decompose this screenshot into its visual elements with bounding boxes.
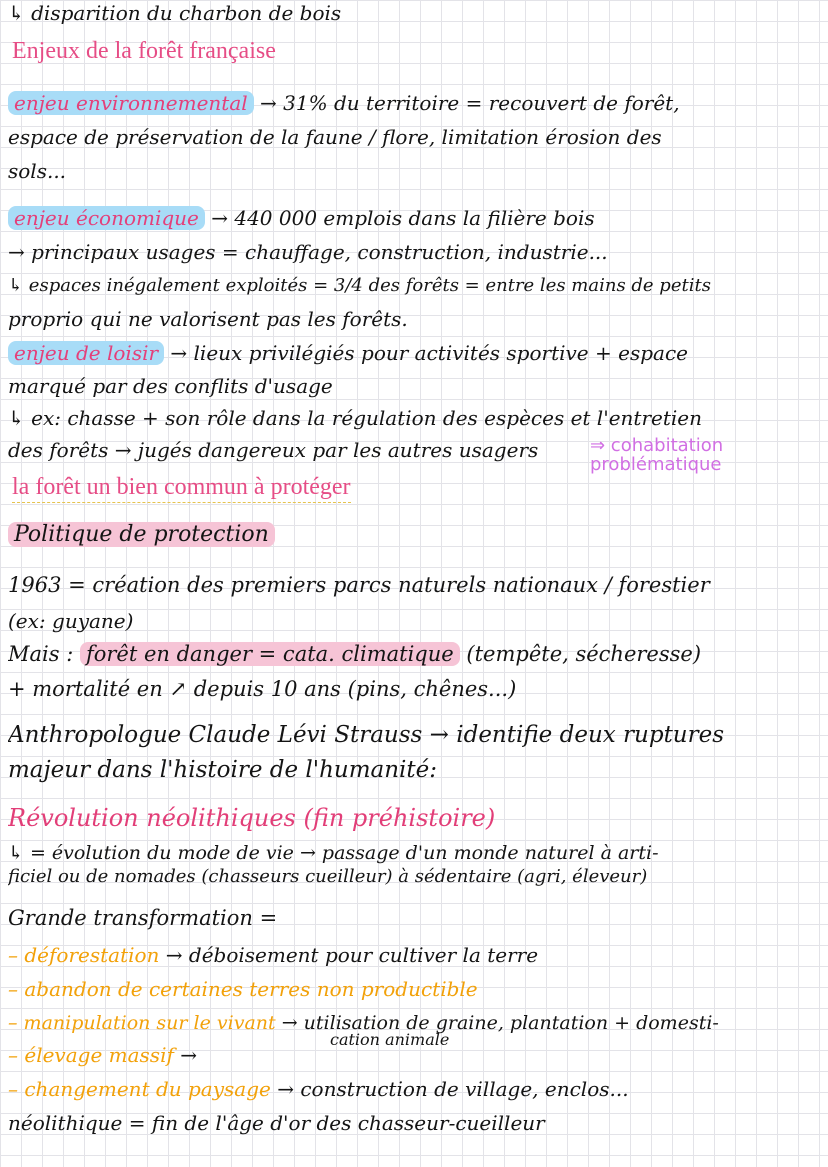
politique-label: Politique de protection — [8, 522, 275, 547]
line-espaces: ↳ espaces inégalement exploités = 3/4 des forêts = entre les mains de petits — [8, 275, 711, 296]
line-enjeu-loisir — [8, 340, 822, 366]
enjeu-environnemental-label: enjeu environnemental — [8, 91, 254, 115]
title-bien-commun: la forêt un bien commun à protéger — [12, 472, 351, 503]
elevage-label: élevage massif — [24, 1043, 174, 1067]
line-deforestation: – déforestation → déboisement pour cultiver la terre — [8, 943, 539, 967]
line-grande-transformation — [8, 905, 822, 931]
line-proprio: proprio qui ne valorisent pas les forêts. — [8, 307, 408, 331]
line-charbon-text: ↳ disparition du charbon de bois — [8, 1, 341, 26]
line-manipulation: – manipulation sur le vivant → utilisation de graine, plantation + domesti- — [8, 1012, 719, 1034]
enjeu-economique-label: enjeu économique — [8, 206, 205, 230]
line-evolution: ↳ = évolution du mode de vie → passage d'un monde naturel à arti- — [8, 842, 659, 864]
enjeu-loisir-text: → lieux privilégiés pour activités sportive + espace — [170, 341, 688, 365]
deforestation-text: → déboisement pour cultiver la terre — [165, 943, 539, 967]
revolution-title: Révolution néolithiques (fin préhistoire) — [8, 804, 496, 832]
manipulation-text: → utilisation de graine, plantation + domesti- — [281, 1012, 719, 1034]
line-guyane: (ex: guyane) — [8, 609, 134, 633]
line-nomades: ficiel ou de nomades (chasseurs cueilleur) à sédentaire (agri, éleveur) — [8, 866, 648, 887]
mais-suffix: (tempête, sécheresse) — [466, 642, 702, 666]
line-changement: – changement du paysage → construction de village, enclos... — [8, 1077, 629, 1101]
line-preservation: espace de préservation de la faune / flore, limitation érosion des — [8, 125, 662, 149]
line-enjeu-env — [8, 90, 822, 116]
mais-highlight: forêt en danger = cata. climatique — [80, 642, 460, 666]
line-sols: sols... — [8, 159, 67, 183]
manipulation-label: manipulation sur le vivant — [23, 1012, 276, 1034]
title-enjeux: Enjeux de la forêt française — [12, 38, 276, 64]
line-abandon: – abandon de certaines terres non productible — [8, 977, 478, 1001]
cohabitation-note — [590, 436, 723, 474]
line-mortalite: + mortalité en ↗ depuis 10 ans (pins, chênes...) — [8, 677, 517, 701]
line-neolithique: néolithique = fin de l'âge d'or des chasseur-cueilleur — [8, 1111, 545, 1135]
line-mais — [8, 641, 822, 667]
line-usages: → principaux usages = chauffage, construction, industrie... — [8, 240, 608, 264]
changement-text: → construction de village, enclos... — [277, 1077, 629, 1101]
line-anthropologue: Anthropologue Claude Lévi Strauss → identifie deux ruptures — [8, 722, 725, 748]
deforestation-label: déforestation — [24, 943, 160, 967]
enjeu-loisir-label: enjeu de loisir — [8, 341, 164, 365]
line-forets-dangereux: des forêts → jugés dangereux par les autres usagers — [8, 438, 539, 462]
cohabitation-line2: problématique — [590, 454, 722, 475]
elevage-text: → — [180, 1043, 197, 1067]
line-revolution — [8, 803, 822, 833]
mais-prefix: Mais : — [8, 642, 74, 666]
line-majeur: majeur dans l'histoire de l'humanité: — [8, 757, 438, 783]
line-enjeu-eco — [8, 205, 822, 231]
line-elevage: – élevage massif → — [8, 1043, 197, 1067]
enjeu-environnemental-text: → 31% du territoire = recouvert de forêt, — [260, 91, 680, 115]
line-politique — [8, 522, 822, 548]
line-1963: 1963 = création des premiers parcs naturels nationaux / forestier — [8, 573, 710, 597]
line-chasse: ↳ ex: chasse + son rôle dans la régulation des espèces et l'entretien — [8, 406, 703, 430]
line-charbon — [8, 0, 822, 26]
line-conflits: marqué par des conflits d'usage — [8, 374, 333, 398]
abandon-label: abandon de certaines terres non productible — [24, 977, 478, 1001]
grande-transformation-label: Grande transformation = — [8, 906, 278, 930]
line-cation-animale: cation animale — [330, 1030, 450, 1049]
cohabitation-line1: ⇒ cohabitation — [590, 435, 724, 456]
enjeu-economique-text: → 440 000 emplois dans la filière bois — [211, 206, 595, 230]
changement-label: changement du paysage — [24, 1077, 271, 1101]
